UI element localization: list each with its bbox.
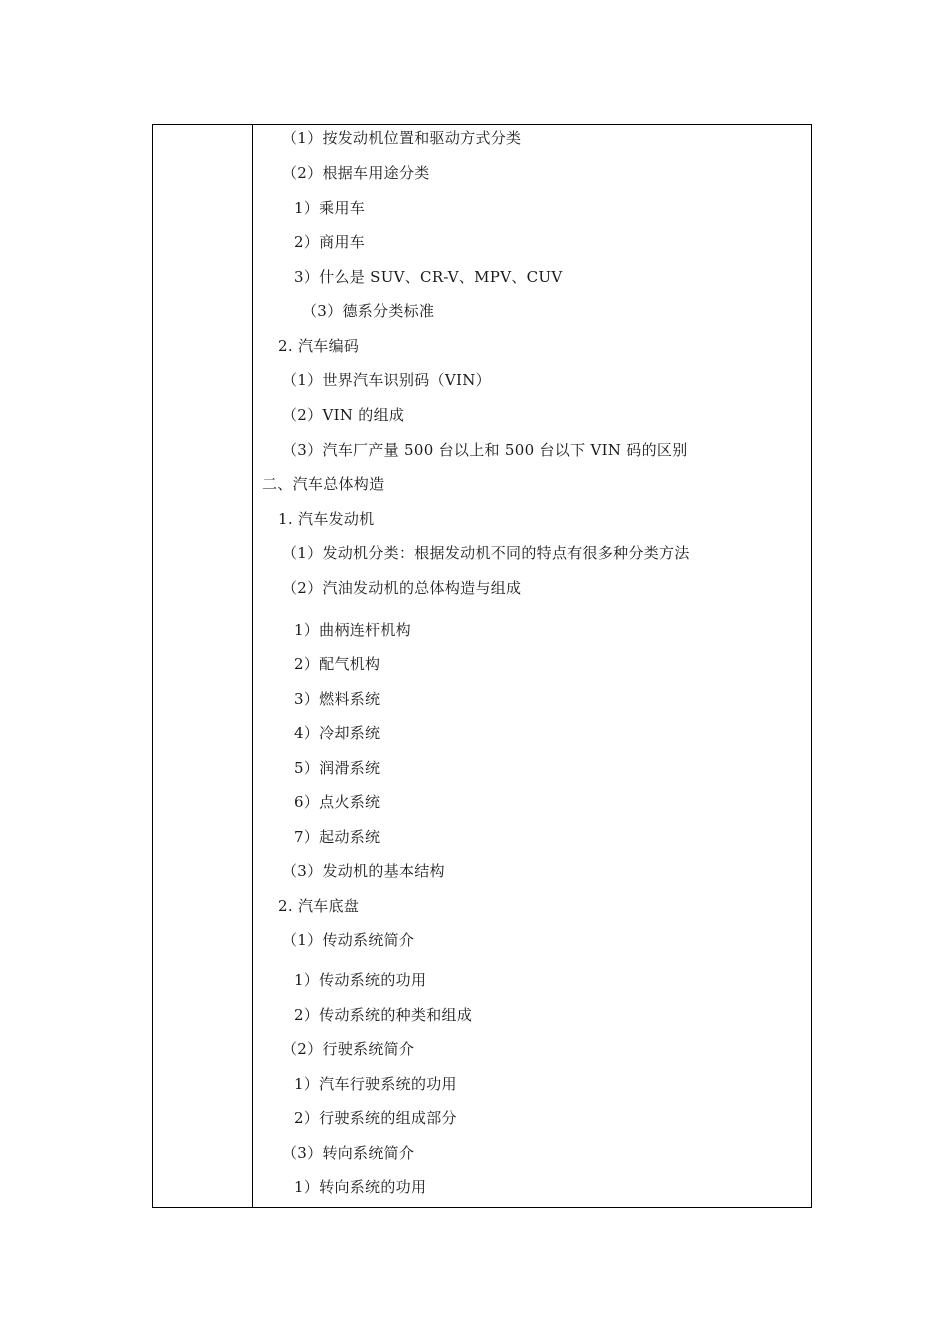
outline-line: （3）转向系统简介: [282, 1144, 415, 1162]
outline-line: 5）润滑系统: [294, 759, 381, 777]
outline-line: （1）发动机分类：根据发动机不同的特点有很多种分类方法: [282, 544, 690, 562]
outline-line: （1）按发动机位置和驱动方式分类: [282, 129, 522, 147]
outline-line: 二、汽车总体构造: [262, 475, 385, 493]
outline-line: 6）点火系统: [294, 793, 381, 811]
outline-line: 1）转向系统的功用: [294, 1178, 427, 1196]
outline-line: （2）汽油发动机的总体构造与组成: [282, 579, 522, 597]
outline-line: 7）起动系统: [294, 828, 381, 846]
outline-line: 2）配气机构: [294, 655, 381, 673]
outline-line: （1）传动系统简介: [282, 931, 415, 949]
content-table: [152, 124, 812, 1208]
outline-line: 1）汽车行驶系统的功用: [294, 1075, 457, 1093]
outline-line: 3）燃料系统: [294, 690, 381, 708]
outline-line: （2）VIN 的组成: [282, 406, 405, 424]
outline-line: 3）什么是 SUV、CR-V、MPV、CUV: [294, 268, 563, 286]
outline-line: 4）冷却系统: [294, 724, 381, 742]
outline-line: 2）传动系统的种类和组成: [294, 1006, 473, 1024]
outline-line: （2）行驶系统简介: [282, 1040, 415, 1058]
outline-line: 2. 汽车编码: [278, 337, 360, 355]
outline-line: 1）传动系统的功用: [294, 971, 427, 989]
outline-line: 2. 汽车底盘: [278, 897, 360, 915]
outline-line: （1）世界汽车识别码（VIN）: [282, 371, 491, 389]
outline-line: 2）商用车: [294, 233, 366, 251]
table-column-divider: [252, 124, 253, 1208]
outline-line: 1）乘用车: [294, 199, 366, 217]
outline-line: （3）德系分类标准: [302, 302, 435, 320]
outline-line: 2）行驶系统的组成部分: [294, 1109, 457, 1127]
outline-line: （2）根据车用途分类: [282, 164, 430, 182]
outline-line: （3）汽车厂产量 500 台以上和 500 台以下 VIN 码的区别: [282, 441, 688, 459]
outline-line: （3）发动机的基本结构: [282, 862, 445, 880]
outline-line: 1）曲柄连杆机构: [294, 621, 411, 639]
outline-line: 1. 汽车发动机: [278, 510, 375, 528]
